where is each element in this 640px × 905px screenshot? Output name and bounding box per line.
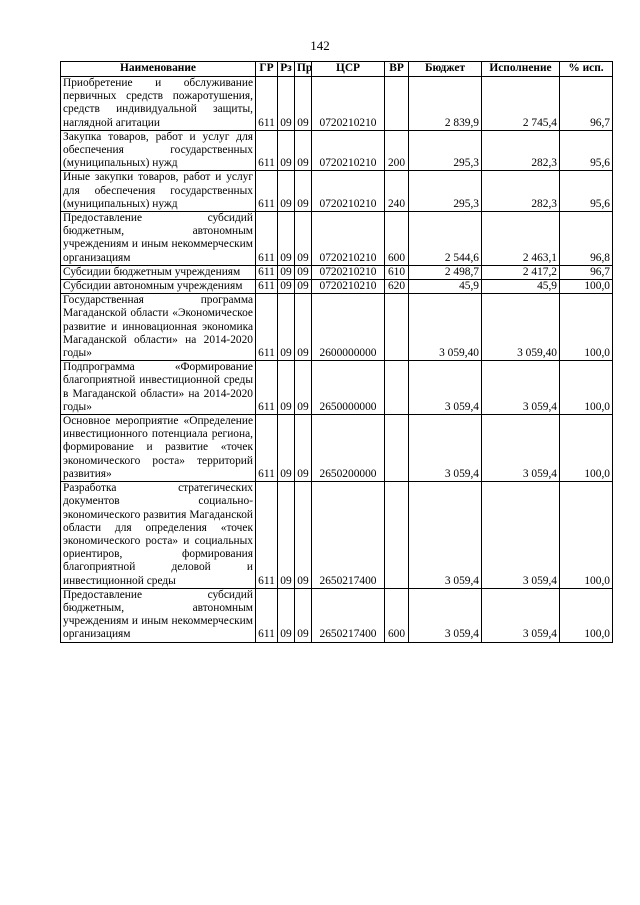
- cell-csr: 0720210210: [312, 265, 385, 279]
- cell-csr: 2650200000: [312, 415, 385, 482]
- cell-csr: 0720210210: [312, 77, 385, 131]
- cell-csr: 0720210210: [312, 280, 385, 294]
- cell-pr: 09: [295, 588, 312, 642]
- cell-vr: [385, 77, 409, 131]
- cell-rz: 09: [278, 482, 295, 589]
- cell-pr: 09: [295, 265, 312, 279]
- table-header-row: [61, 62, 613, 77]
- table-row: [61, 130, 613, 171]
- cell-rz: 09: [278, 294, 295, 361]
- cell-name: Государственная программа Магаданской области «Экономическое развитие и инновационная экономика Магаданской области» на 2014-2020 годы»: [61, 294, 256, 361]
- cell-pct: 100,0: [560, 280, 613, 294]
- cell-name: Иные закупки товаров, работ и услуг для обеспечения государственных (муниципальных) нужд: [61, 171, 256, 212]
- cell-budget: 3 059,40: [409, 294, 482, 361]
- cell-pct: 100,0: [560, 482, 613, 589]
- cell-execution: 2 463,1: [482, 212, 560, 266]
- cell-budget: 295,3: [409, 130, 482, 171]
- cell-budget: 3 059,4: [409, 588, 482, 642]
- cell-execution: 282,3: [482, 171, 560, 212]
- cell-budget: 3 059,4: [409, 482, 482, 589]
- cell-rz: 09: [278, 130, 295, 171]
- cell-budget: 45,9: [409, 280, 482, 294]
- cell-pr: 09: [295, 482, 312, 589]
- table-row: [61, 361, 613, 415]
- cell-rz: 09: [278, 361, 295, 415]
- cell-rz: 09: [278, 77, 295, 131]
- header-execution: Исполнение: [482, 62, 560, 77]
- cell-pct: 95,6: [560, 171, 613, 212]
- cell-pr: 09: [295, 280, 312, 294]
- cell-gr: 611: [256, 265, 278, 279]
- cell-vr: [385, 415, 409, 482]
- cell-gr: 611: [256, 588, 278, 642]
- cell-gr: 611: [256, 361, 278, 415]
- cell-execution: 282,3: [482, 130, 560, 171]
- cell-rz: 09: [278, 171, 295, 212]
- table-row: [61, 77, 613, 131]
- cell-execution: 2 745,4: [482, 77, 560, 131]
- cell-rz: 09: [278, 212, 295, 266]
- cell-budget: 2 839,9: [409, 77, 482, 131]
- cell-pr: 09: [295, 415, 312, 482]
- cell-pr: 09: [295, 361, 312, 415]
- cell-pct: 100,0: [560, 415, 613, 482]
- cell-name: Субсидии бюджетным учреждениям: [61, 265, 256, 279]
- cell-vr: [385, 294, 409, 361]
- cell-name: Предоставление субсидий бюджетным, автономным учреждениям и иным некоммерческим организациям: [61, 212, 256, 266]
- cell-vr: [385, 361, 409, 415]
- cell-name: Субсидии автономным учреждениям: [61, 280, 256, 294]
- table-row: [61, 171, 613, 212]
- cell-name: Подпрограмма «Формирование благоприятной инвестиционной среды в Магаданской области» на 2014-2020 годы»: [61, 361, 256, 415]
- cell-csr: 0720210210: [312, 130, 385, 171]
- cell-gr: 611: [256, 171, 278, 212]
- cell-execution: 45,9: [482, 280, 560, 294]
- cell-rz: 09: [278, 588, 295, 642]
- cell-budget: 2 544,6: [409, 212, 482, 266]
- header-pr: Пр: [295, 62, 312, 77]
- cell-pr: 09: [295, 77, 312, 131]
- cell-csr: 2650217400: [312, 588, 385, 642]
- cell-csr: 0720210210: [312, 171, 385, 212]
- cell-budget: 295,3: [409, 171, 482, 212]
- cell-vr: 600: [385, 588, 409, 642]
- cell-vr: 240: [385, 171, 409, 212]
- header-pct: % исп.: [560, 62, 613, 77]
- cell-execution: 3 059,4: [482, 588, 560, 642]
- cell-execution: 3 059,4: [482, 482, 560, 589]
- cell-vr: 200: [385, 130, 409, 171]
- budget-table: [60, 61, 613, 643]
- cell-execution: 3 059,40: [482, 294, 560, 361]
- cell-csr: 0720210210: [312, 212, 385, 266]
- table-row: [61, 415, 613, 482]
- cell-gr: 611: [256, 294, 278, 361]
- table-row: [61, 265, 613, 279]
- page-number: 142: [310, 38, 330, 53]
- cell-pr: 09: [295, 212, 312, 266]
- header-budget: Бюджет: [409, 62, 482, 77]
- cell-gr: 611: [256, 77, 278, 131]
- cell-execution: 3 059,4: [482, 361, 560, 415]
- cell-pct: 95,6: [560, 130, 613, 171]
- header-vr: ВР: [385, 62, 409, 77]
- table-row: [61, 482, 613, 589]
- cell-csr: 2650217400: [312, 482, 385, 589]
- header-name: Наименование: [61, 62, 256, 77]
- cell-name: Предоставление субсидий бюджетным, автономным учреждениям и иным некоммерческим организациям: [61, 588, 256, 642]
- header-gr: ГР: [256, 62, 278, 77]
- cell-pr: 09: [295, 294, 312, 361]
- cell-csr: 2650000000: [312, 361, 385, 415]
- cell-pct: 96,7: [560, 77, 613, 131]
- cell-pct: 100,0: [560, 588, 613, 642]
- cell-name: Разработка стратегических документов социально-экономического развития Магаданской области для определения «точек экономического роста» и социальных ориентиров, формирования благоприятной деловой и инвестиционной среды: [61, 482, 256, 589]
- cell-gr: 611: [256, 212, 278, 266]
- cell-pct: 96,8: [560, 212, 613, 266]
- table-row: [61, 294, 613, 361]
- cell-pct: 96,7: [560, 265, 613, 279]
- cell-gr: 611: [256, 415, 278, 482]
- cell-vr: [385, 482, 409, 589]
- table-row: [61, 212, 613, 266]
- cell-pct: 100,0: [560, 361, 613, 415]
- cell-gr: 611: [256, 482, 278, 589]
- cell-name: Закупка товаров, работ и услуг для обеспечения государственных (муниципальных) нужд: [61, 130, 256, 171]
- cell-execution: 2 417,2: [482, 265, 560, 279]
- cell-name: Основное мероприятие «Определение инвестиционного потенциала региона, формирование и развитие «точек экономического роста» территорий развития»: [61, 415, 256, 482]
- table-row: [61, 588, 613, 642]
- cell-execution: 3 059,4: [482, 415, 560, 482]
- cell-budget: 2 498,7: [409, 265, 482, 279]
- cell-pr: 09: [295, 130, 312, 171]
- table-row: [61, 280, 613, 294]
- cell-pr: 09: [295, 171, 312, 212]
- header-rz: Рз: [278, 62, 295, 77]
- cell-gr: 611: [256, 280, 278, 294]
- cell-vr: 610: [385, 265, 409, 279]
- cell-rz: 09: [278, 265, 295, 279]
- cell-pct: 100,0: [560, 294, 613, 361]
- cell-vr: 620: [385, 280, 409, 294]
- header-csr: ЦСР: [312, 62, 385, 77]
- cell-budget: 3 059,4: [409, 415, 482, 482]
- cell-csr: 2600000000: [312, 294, 385, 361]
- cell-rz: 09: [278, 280, 295, 294]
- cell-vr: 600: [385, 212, 409, 266]
- cell-budget: 3 059,4: [409, 361, 482, 415]
- cell-name: Приобретение и обслуживание первичных средств пожаротушения, средств индивидуальной защиты, наглядной агитации: [61, 77, 256, 131]
- cell-rz: 09: [278, 415, 295, 482]
- cell-gr: 611: [256, 130, 278, 171]
